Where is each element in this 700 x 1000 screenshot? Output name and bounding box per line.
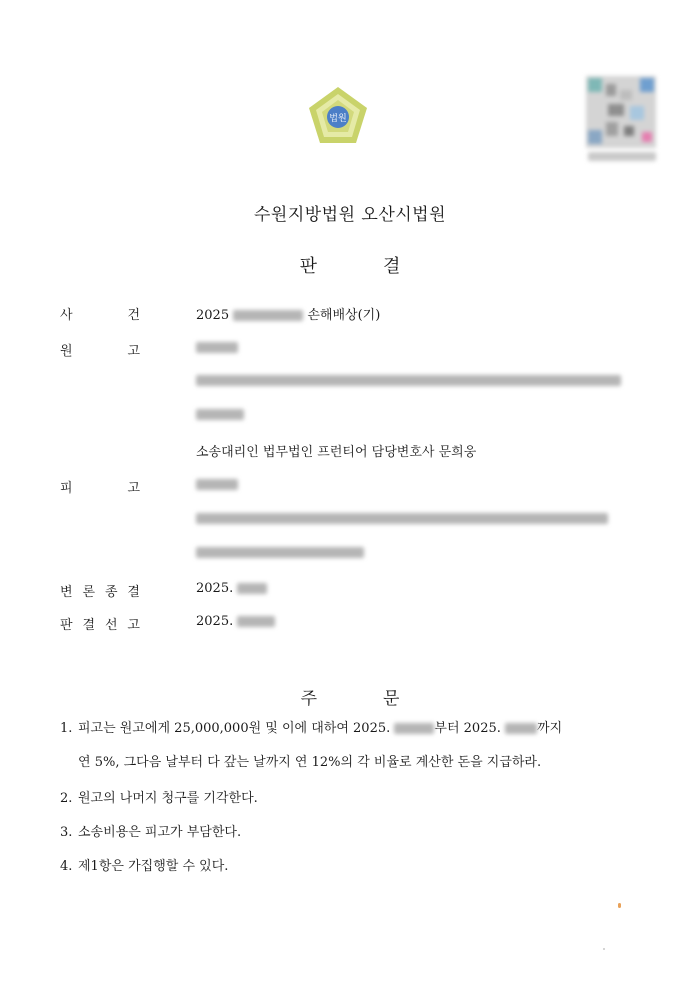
case-number-label: 사 건 [60, 308, 140, 323]
qr-caption [588, 152, 656, 161]
plaintiff-address-redacted [196, 373, 621, 388]
case-number-value: 2025 손해배상(기) [196, 308, 381, 323]
order-item-1: 1. 피고는 원고에게 25,000,000원 및 이에 대하여 2025. 부터 2025. 까지 [60, 721, 563, 736]
plaintiff-name-redacted [196, 340, 238, 355]
qr-code [586, 76, 656, 148]
hearing-concluded-label: 변 론 종 결 [60, 585, 140, 600]
hearing-concluded-date: 2025. [196, 581, 267, 596]
order-item-2: 2. 원고의 나머지 청구를 기각한다. [60, 791, 258, 806]
document-title: 판 결 [299, 256, 401, 277]
order-item-3: 3. 소송비용은 피고가 부담한다. [60, 825, 242, 840]
svg-text:법원: 법원 [329, 114, 347, 124]
defendant-name-redacted [196, 477, 238, 492]
scan-speck [603, 948, 605, 950]
court-name: 수원지방법원 오산시법원 [253, 205, 447, 225]
order-title: 주 문 [300, 689, 400, 709]
judgment-date-label: 판 결 선 고 [60, 618, 140, 633]
defendant-address-redacted [196, 511, 608, 526]
redacted-text [233, 310, 303, 321]
plaintiff-address-line2-redacted [196, 407, 244, 422]
defendant-address-line2-redacted [196, 545, 364, 560]
plaintiff-label: 원 고 [60, 344, 140, 359]
redacted-text [505, 723, 537, 734]
order-item-4: 4. 제1항은 가집행할 수 있다. [60, 859, 229, 874]
redacted-text [237, 583, 267, 594]
plaintiff-attorney: 소송대리인 법무법인 프런티어 담당변호사 문희웅 [196, 445, 477, 460]
scan-speck [618, 903, 621, 908]
court-seal-logo [306, 84, 370, 148]
judgment-date-value: 2025. [196, 614, 275, 629]
redacted-text [237, 616, 275, 627]
order-item-1-line2: 연 5%, 그다음 날부터 다 갚는 날까지 연 12%의 각 비율로 계산한 돈을 지급하라. [78, 755, 542, 770]
defendant-label: 피 고 [60, 481, 140, 496]
redacted-text [394, 723, 434, 734]
